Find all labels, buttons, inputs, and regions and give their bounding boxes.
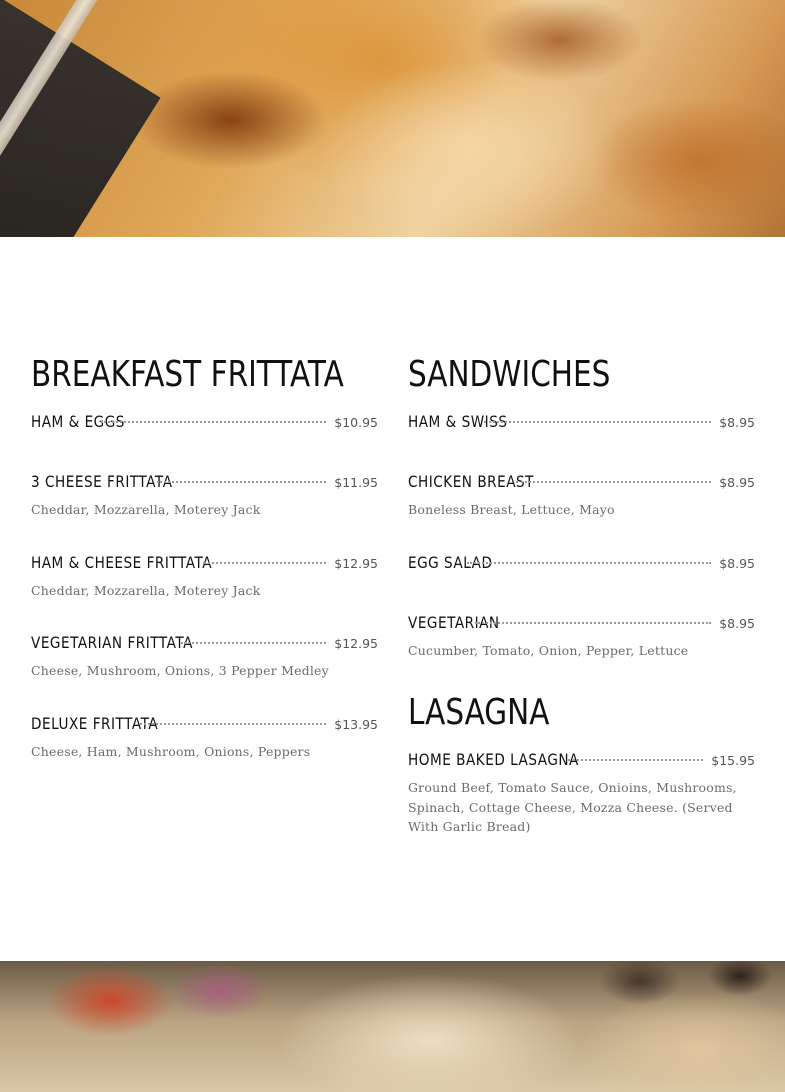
menu-item-3-cheese-frittata xyxy=(31,472,378,520)
menu-item-price: $8.95 xyxy=(719,475,755,490)
menu-item-name: HOME BAKED LASAGNA xyxy=(408,750,579,769)
menu-item-price: $12.95 xyxy=(334,555,378,571)
menu-item-list xyxy=(31,412,378,761)
menu-item-price: $12.95 xyxy=(334,636,378,651)
hero-food-photo-bottom xyxy=(0,961,785,1092)
menu-item-price: $11.95 xyxy=(334,475,378,490)
menu-item-name: VEGETARIAN FRITTATA xyxy=(31,633,193,652)
dotted-leader xyxy=(157,481,326,483)
menu-item-description: Cucumber, Tomato, Onion, Pepper, Lettuce xyxy=(408,642,689,658)
menu-item-price: $8.95 xyxy=(719,615,755,631)
menu-item-name: EGG SALAD xyxy=(408,552,493,572)
dotted-leader xyxy=(484,421,711,423)
menu-item-vegetarian-frittata xyxy=(31,633,378,681)
menu-item-description: Boneless Breast, Lettuce, Mayo xyxy=(408,502,615,517)
menu-item-ham-eggs xyxy=(31,412,378,432)
menu-item-ham-swiss xyxy=(408,412,755,432)
section-title-lasagna: LASAGNA xyxy=(408,692,550,733)
menu-item-name: 3 CHEESE FRITTATA xyxy=(31,472,173,491)
menu-section-breakfast xyxy=(31,352,378,761)
dotted-leader xyxy=(203,562,326,564)
menu-item-description: Cheddar, Mozzarella, Moterey Jack xyxy=(31,502,261,517)
dotted-leader xyxy=(467,562,711,564)
menu-item-vegetarian xyxy=(408,613,755,661)
dotted-leader xyxy=(140,723,326,725)
dotted-leader xyxy=(475,622,711,624)
dotted-leader xyxy=(568,759,703,761)
dotted-leader xyxy=(516,481,712,483)
menu-item-description: Cheese, Mushroom, Onions, 3 Pepper Medley xyxy=(31,663,329,678)
menu-item-price: $13.95 xyxy=(334,716,378,732)
menu-item-name: DELUXE FRITTATA xyxy=(31,713,159,733)
menu-item-deluxe-frittata xyxy=(31,714,378,762)
menu-item-description: Ground Beef, Tomato Sauce, Onioins, Mushrooms, Spinach, Cottage Cheese, Mozza Cheese. (Served With Garlic Bread) xyxy=(408,780,737,834)
menu-item-name: HAM & EGGS xyxy=(31,412,125,431)
section-title-breakfast: BREAKFAST FRITTATA xyxy=(31,354,344,395)
dotted-leader xyxy=(101,421,326,423)
dotted-leader xyxy=(181,642,326,644)
menu-item-egg-salad xyxy=(408,553,755,573)
menu-item-name: CHICKEN BREAST xyxy=(408,472,534,491)
menu-item-name: VEGETARIAN xyxy=(408,612,500,632)
menu-item-description: Cheese, Ham, Mushroom, Onions, Peppers xyxy=(31,743,311,759)
menu-item-ham-cheese-frittata xyxy=(31,553,378,601)
menu-section-sandwiches xyxy=(408,352,755,837)
menu-item-list xyxy=(408,412,755,660)
menu-item-price: $8.95 xyxy=(719,415,755,430)
menu-item-list xyxy=(408,750,755,837)
section-title-sandwiches: SANDWICHES xyxy=(408,354,611,395)
menu-item-name: HAM & SWISS xyxy=(408,412,508,431)
menu-item-price: $10.95 xyxy=(334,415,378,430)
menu-item-name: HAM & CHEESE FRITTATA xyxy=(31,552,213,572)
menu-item-price: $8.95 xyxy=(719,555,755,571)
hero-food-photo-top xyxy=(0,0,785,237)
menu-item-description: Cheddar, Mozzarella, Moterey Jack xyxy=(31,582,261,598)
menu-item-chicken-breast xyxy=(408,472,755,520)
menu-section-lasagna xyxy=(408,690,755,837)
pan-shape xyxy=(0,0,160,237)
menu-item-home-baked-lasagna xyxy=(408,750,755,837)
menu-item-price: $15.95 xyxy=(711,753,755,768)
